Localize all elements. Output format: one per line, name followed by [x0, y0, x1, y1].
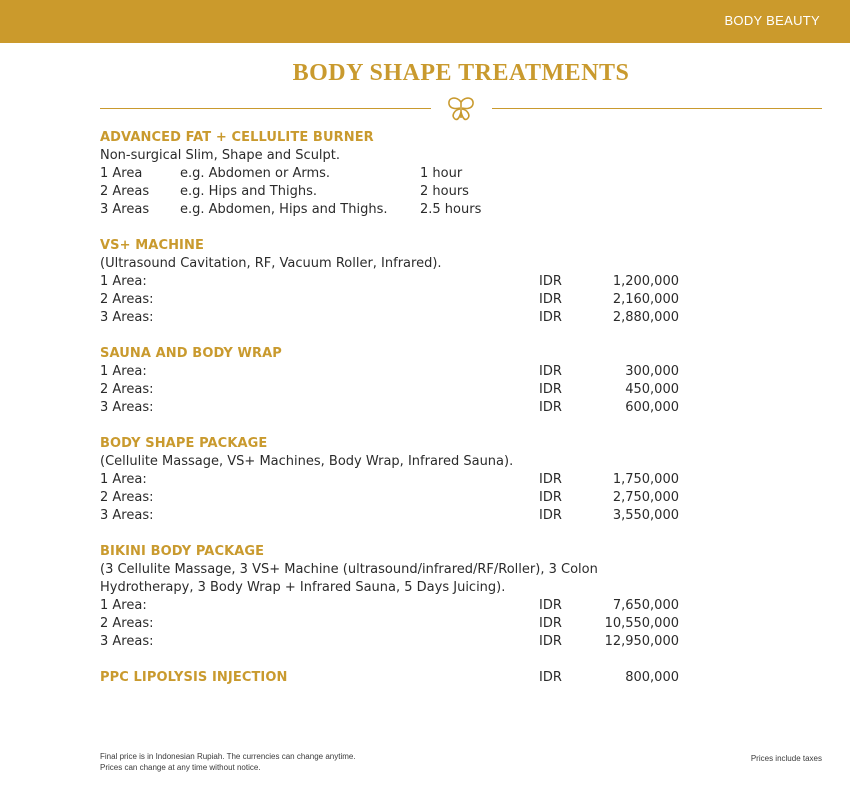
treatments-list [100, 129, 700, 705]
footer-note [100, 751, 356, 773]
currency: IDR [539, 400, 562, 415]
area-label: 1 Area: [100, 274, 147, 289]
area-label: 3 Areas: [100, 310, 154, 325]
area-label: 3 Areas [100, 202, 150, 217]
section-description: (Ultrasound Cavitation, RF, Vacuum Roller, Infrared). [100, 256, 442, 271]
duration: 2.5 hours [420, 202, 482, 217]
area-label: 3 Areas: [100, 400, 154, 415]
section-vs-machine [100, 237, 700, 327]
section-sauna-and-body-wrap [100, 345, 700, 417]
section-description: (Cellulite Massage, VS+ Machines, Body Wrap, Infrared Sauna). [100, 454, 514, 469]
currency: IDR [539, 364, 562, 379]
currency: IDR [539, 508, 562, 523]
area-label: 1 Area: [100, 598, 147, 613]
price-row [100, 363, 700, 381]
section-title: SAUNA AND BODY WRAP [100, 346, 282, 361]
footer-note-line: Final price is in Indonesian Rupiah. The currencies can change anytime. [100, 752, 356, 761]
price-row [100, 489, 700, 507]
area-label: 2 Areas [100, 184, 150, 199]
price-row [100, 273, 700, 291]
price: 450,000 [625, 382, 679, 397]
price: 2,750,000 [612, 490, 679, 505]
price: 1,750,000 [612, 472, 679, 487]
price: 2,880,000 [612, 310, 679, 325]
price: 800,000 [625, 670, 679, 685]
area-example: e.g. Abdomen, Hips and Thighs. [180, 202, 388, 217]
currency: IDR [539, 292, 562, 307]
footer-note-line: Prices can change at any time without notice. [100, 763, 261, 772]
page-title: BODY SHAPE TREATMENTS [292, 60, 630, 86]
top-bar [0, 0, 850, 43]
area-label: 1 Area: [100, 364, 147, 379]
price: 10,550,000 [604, 616, 679, 631]
area-label: 1 Area [100, 166, 143, 181]
price-row [100, 291, 700, 309]
price-row [100, 399, 700, 417]
section-bikini-body-package [100, 543, 700, 651]
currency: IDR [539, 472, 562, 487]
area-label: 2 Areas: [100, 490, 154, 505]
section-advanced-fat-cellulite-burner [100, 129, 700, 219]
price-row [100, 597, 700, 615]
currency: IDR [539, 490, 562, 505]
currency: IDR [539, 274, 562, 289]
list-item [100, 183, 700, 201]
price: 300,000 [625, 364, 679, 379]
taxes-note: Prices include taxes [750, 754, 822, 763]
area-label: 1 Area: [100, 472, 147, 487]
price-row [100, 669, 700, 687]
price-row [100, 381, 700, 399]
divider-right [492, 108, 822, 109]
price: 600,000 [625, 400, 679, 415]
price: 1,200,000 [612, 274, 679, 289]
section-ppc-lipolysis-injection [100, 669, 700, 687]
area-label: 2 Areas: [100, 382, 154, 397]
section-description: (3 Cellulite Massage, 3 VS+ Machine (ultrasound/infrared/RF/Roller), 3 Colon Hydrotherapy, 3 Body Wrap + Infrared Sauna, 5 Days Juicing). [100, 562, 598, 595]
area-label: 3 Areas: [100, 508, 154, 523]
list-item [100, 165, 700, 183]
section-title: ADVANCED FAT + CELLULITE BURNER [100, 130, 374, 145]
price: 7,650,000 [612, 598, 679, 613]
currency: IDR [539, 598, 562, 613]
area-example: e.g. Hips and Thighs. [180, 184, 317, 199]
price-row [100, 615, 700, 633]
price-row [100, 471, 700, 489]
price: 2,160,000 [612, 292, 679, 307]
section-label: BODY BEAUTY [724, 13, 820, 28]
area-label: 2 Areas: [100, 616, 154, 631]
section-body-shape-package [100, 435, 700, 525]
price-row [100, 633, 700, 651]
currency: IDR [539, 634, 562, 649]
currency: IDR [539, 310, 562, 325]
list-item [100, 201, 700, 219]
price-row [100, 309, 700, 327]
price: 3,550,000 [612, 508, 679, 523]
currency: IDR [539, 670, 562, 685]
duration: 1 hour [420, 166, 463, 181]
section-title: VS+ MACHINE [100, 238, 204, 253]
currency: IDR [539, 616, 562, 631]
section-title: BIKINI BODY PACKAGE [100, 544, 265, 559]
section-title: PPC LIPOLYSIS INJECTION [100, 670, 288, 685]
price: 12,950,000 [604, 634, 679, 649]
section-title: BODY SHAPE PACKAGE [100, 436, 268, 451]
duration: 2 hours [420, 184, 469, 199]
section-description: Non-surgical Slim, Shape and Sculpt. [100, 148, 341, 163]
area-example: e.g. Abdomen or Arms. [180, 166, 331, 181]
butterfly-icon [446, 96, 476, 122]
area-label: 2 Areas: [100, 292, 154, 307]
price-row [100, 507, 700, 525]
divider-left [100, 108, 431, 109]
area-label: 3 Areas: [100, 634, 154, 649]
currency: IDR [539, 382, 562, 397]
